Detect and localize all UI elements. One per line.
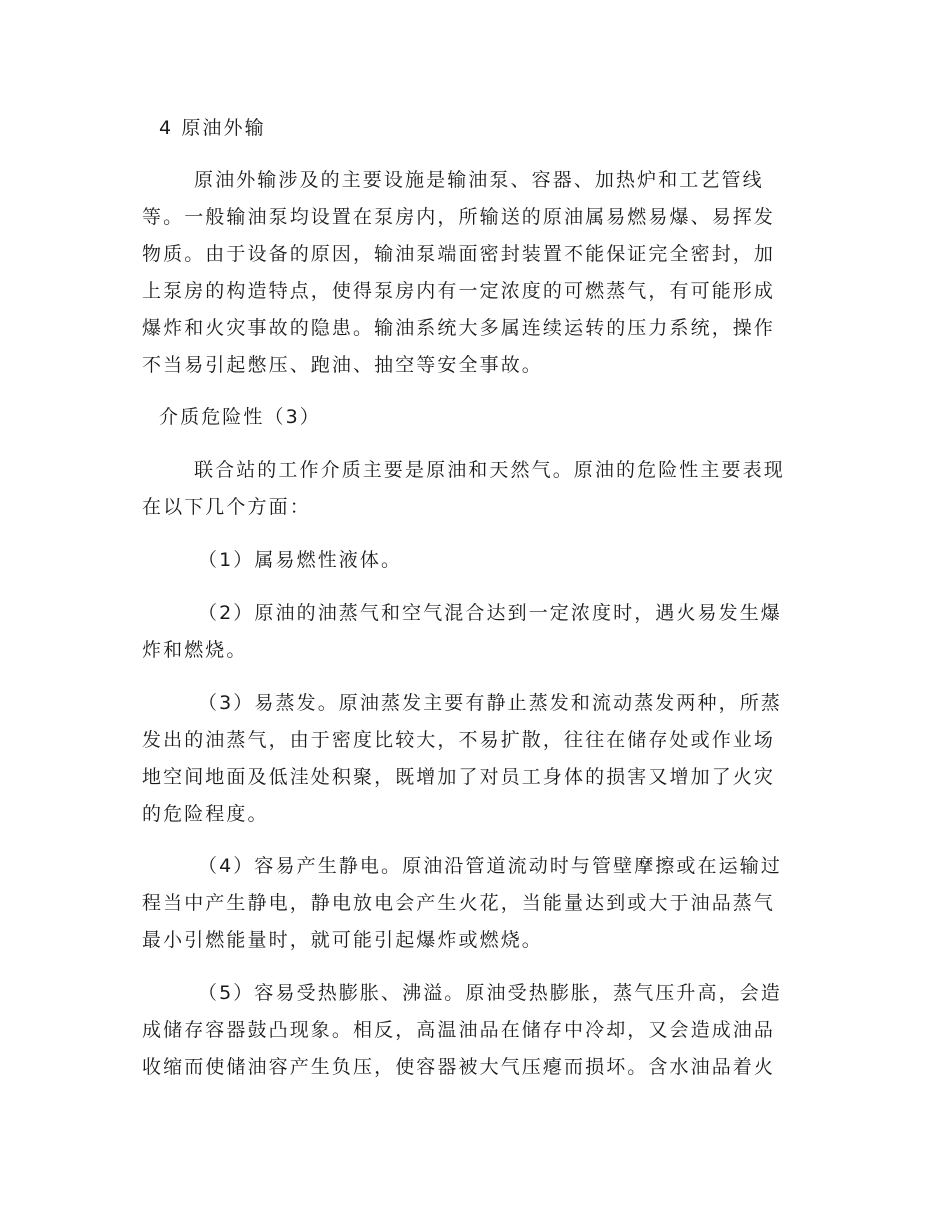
paragraph-line: （1）属易燃性液体。 bbox=[198, 549, 403, 571]
paragraph-line: （4）容易产生静电。原油沿管道流动时与管壁摩擦或在运输过 bbox=[198, 855, 782, 877]
section-heading: 介质危险性（3） bbox=[159, 406, 321, 428]
paragraph-line: 的危险程度。 bbox=[142, 803, 269, 825]
section-heading: 4 原油外输 bbox=[159, 117, 266, 139]
paragraph-line: 炸和燃烧。 bbox=[142, 639, 248, 661]
paragraph-line: 在以下几个方面： bbox=[142, 496, 311, 518]
paragraph-line: （2）原油的油蒸气和空气混合达到一定浓度时，遇火易发生爆 bbox=[198, 602, 782, 624]
paragraph-line: 不当易引起憋压、跑油、抽空等安全事故。 bbox=[142, 354, 543, 376]
paragraph-line: 发出的油蒸气，由于密度比较大，不易扩散，往往在储存处或作业场 bbox=[142, 729, 776, 751]
paragraph-line: （5）容易受热膨胀、沸溢。原油受热膨胀，蒸气压升高，会造 bbox=[198, 982, 782, 1004]
paragraph-line: 原油外输涉及的主要设施是输油泵、容器、加热炉和工艺管线 bbox=[194, 169, 764, 191]
paragraph-line: 地空间地面及低洼处积聚，既增加了对员工身体的损害又增加了火灾 bbox=[142, 766, 776, 788]
paragraph-line: 收缩而使储油容产生负压，使容器被大气压瘪而损坏。含水油品着火 bbox=[142, 1056, 776, 1078]
paragraph-line: （3）易蒸发。原油蒸发主要有静止蒸发和流动蒸发两种，所蒸 bbox=[198, 692, 782, 714]
paragraph-line: 物质。由于设备的原因，输油泵端面密封装置不能保证完全密封，加 bbox=[142, 243, 776, 265]
paragraph-line: 爆炸和火灾事故的隐患。输油系统大多属连续运转的压力系统，操作 bbox=[142, 317, 776, 339]
paragraph-line: 程当中产生静电，静电放电会产生火花，当能量达到或大于油品蒸气 bbox=[142, 892, 776, 914]
paragraph-line: 联合站的工作介质主要是原油和天然气。原油的危险性主要表现 bbox=[194, 459, 785, 481]
paragraph-line: 最小引燃能量时，就可能引起爆炸或燃烧。 bbox=[142, 929, 543, 951]
paragraph-line: 等。一般输油泵均设置在泵房内，所输送的原油属易燃易爆、易挥发 bbox=[142, 206, 776, 228]
paragraph-line: 成储存容器鼓凸现象。相反，高温油品在储存中冷却，又会造成油品 bbox=[142, 1019, 776, 1041]
paragraph-line: 上泵房的构造特点，使得泵房内有一定浓度的可燃蒸气，有可能形成 bbox=[142, 280, 776, 302]
